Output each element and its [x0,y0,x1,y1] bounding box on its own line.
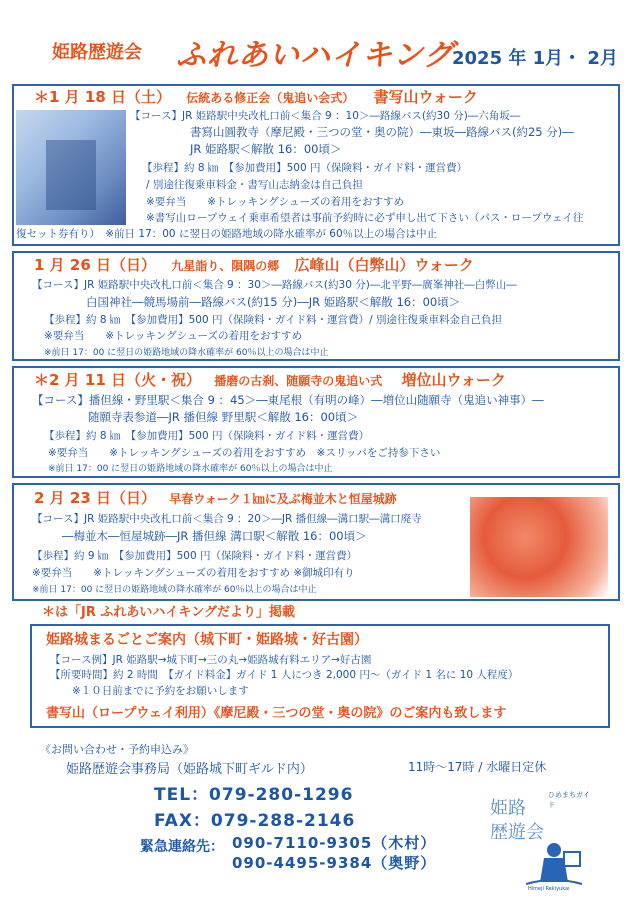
event-4-line-3: 【歩程】約 9 ㎞ 【参加費用】500 円（保険料・ガイド料・運営費） [32,550,358,562]
event-1-line-4: 【歩程】約 8 ㎞ 【参加費用】500 円（保険料・ガイド料・運営費） [142,162,468,174]
emergency-phone-2: 090-4495-9384（奥野） [232,854,437,872]
shosha-guide-text: 書写山（ロープウェイ利用）《摩尼殿・三つの堂・奥の院》のご案内も致します [46,706,507,721]
event-1-line-6: ※要弁当 ※トレッキングシューズの着用をおすすめ [146,196,405,208]
event-1-line-7: ※書写山ロープウェイ乗車希望者は事前予約時に必ず申し出て下さい（パス・ロープウェイ往 [146,212,584,224]
page-title: ふれあいハイキング [176,38,455,73]
event-3-line-3: 【歩程】約 8 ㎞ 【参加費用】500 円（保険料・ガイド料・運営費） [44,430,370,442]
castle-guide-box [30,624,610,728]
event-title-4 [34,487,397,508]
castle-guide-title: 姫路城まるごとご案内（城下町・姫路城・好古園） [46,632,368,648]
rekiyukai-logo [490,770,590,890]
event-4-line-2: ―梅並木―恒屋城跡―JR 播但線 溝口駅＜解散 16：00頃＞ [62,529,367,543]
org-name: 姫路歴遊会 [52,42,142,63]
event-1-line-5: / 別途往復乗車料金・書写山志納金は自己負担 [146,179,363,191]
event-3-line-2: 随願寺表参道―JR 播但線 野里駅＜解散 16：00頃＞ [88,410,359,424]
logo-line-2: 歴遊会 [490,822,544,843]
event-3-line-4: ※要弁当 ※トレッキングシューズの着用をおすすめ ※スリッパをご持参下さい [48,447,441,459]
event-2-line-5: ※前日 17：00 に翌日の姫路地域の降水確率が 60％以上の場合は中止 [44,348,329,358]
event-date-3: ＊2 月 11 日（火・祝） [34,371,201,389]
event-date-2: 1 月 26 日（日） [34,256,156,274]
event-box-3 [12,366,620,478]
fax-number: FAX：079-288-2146 [154,811,356,831]
emergency-label: 緊急連絡先： [140,839,224,855]
event-4-line-5: ※前日 17：00 に翌日の姫路地域の降水確率が 60％以上の場合は中止 [32,585,317,595]
event-walk-3: 増位山ウォーク [401,371,506,389]
event-2-line-1: 【コース】JR 姫路駅中央改札口前＜集合 9 ：30＞―路線バス(約30 分)―北平野―廣峯神社―白弊山― [32,279,517,291]
guide-line-3: ※１０日前までに予約をお願いします [72,685,249,697]
office-name: 姫路歴遊会事務局（姫路城下町ギルド内） [66,762,313,777]
guide-line-2: 【所要時間】約 2 時間 【ガイド料金】ガイド 1 人につき 2,000 円～（ガイド 1 名に 10 人程度） [50,669,519,681]
event-walk-2: 広峰山（白弊山）ウォーク [294,256,474,274]
event-2-line-3: 【歩程】約 8 ㎞ 【参加費用】500 円（保険料・ガイド料・運営費）/ 別途往復乗車料金自己負担 [44,314,503,326]
event-subtitle-3: 播磨の古刹、随願寺の鬼追い式 [214,374,383,388]
event-2-line-4: ※要弁当 ※トレッキングシューズの着用をおすすめ [44,330,303,342]
event-3-line-5: ※前日 17：00 に翌日の姫路地域の降水確率が 60％以上の場合は中止 [48,464,333,474]
event-title-3 [34,369,506,390]
event-subtitle-4: 早春ウォーク１㎞に及ぶ梅並木と恒屋城跡 [169,492,397,506]
shosha-temple-photo [16,110,126,225]
emergency-phone-1: 090-7110-9305（木村） [232,834,437,852]
guide-line-1: 【コース例】JR 姫路駅→城下町→三の丸→姫路城有料エリア→好古園 [50,654,372,666]
event-1-line-2: 書寫山圓教寺（摩尼殿・三つの堂・奥の院）―東坂―路線バス(約25 分)― [190,125,574,139]
phone-number: TEL：079-280-1296 [154,785,354,805]
event-subtitle-1: 伝統ある修正会（鬼追い会式） [186,91,355,105]
event-title-2 [34,254,474,275]
jr-newsletter-note: ＊は「JR ふれあいハイキングだより」掲載 [42,605,295,620]
event-box-2 [12,251,620,361]
event-date-4: 2 月 23 日（日） [34,489,156,507]
event-2-line-2: 白国神社―競馬場前―路線バス(約15 分)―JR 姫路駅＜解散 16：00頃＞ [86,295,461,309]
event-walk-1: 書写山ウォーク [373,88,478,106]
event-subtitle-2: 九星詣り、隕隅の郷 [171,259,280,273]
event-1-line-8: 復セット券有り） ※前日 17：00 に翌日の姫路地域の降水確率が 60％以上の場合は中止 [16,228,438,240]
logo-caption: Himeji Rekiyukai [528,886,570,892]
contact-label: 《お問い合わせ・予約申込み》 [40,743,194,756]
schedule-period: 2025 年 1月・ 2月 [452,48,618,69]
event-1-line-3: JR 姫路駅＜解散 16：00頃＞ [190,142,342,156]
office-hours: 11時～17時 / 水曜日定休 [408,760,547,774]
event-4-line-1: 【コース】JR 姫路駅中央改札口前＜集合 9 ：20＞―JR 播但線―溝口駅―溝口廃寺 [32,513,422,525]
event-date-1: ＊1 月 18 日（土） [34,88,171,106]
event-title-1 [34,86,478,107]
event-4-line-4: ※要弁当 ※トレッキングシューズの着用をおすすめ ※御城印有り [32,567,355,579]
traveler-icon [524,838,584,888]
event-1-line-1: 【コース】JR 姫路駅中央改札口前＜集合 9 ：10＞―路線バス(約30 分)―六角坂― [130,110,521,122]
logo-line-1: 姫路 [490,798,526,819]
event-3-line-1: 【コース】播但線・野里駅＜集合 9 ：45＞―東尾根（有明の峰）―増位山随願寺（鬼追い神事）― [32,393,544,407]
logo-tag: ひめまちガイド [548,791,590,809]
plum-blossom-photo [470,497,608,597]
